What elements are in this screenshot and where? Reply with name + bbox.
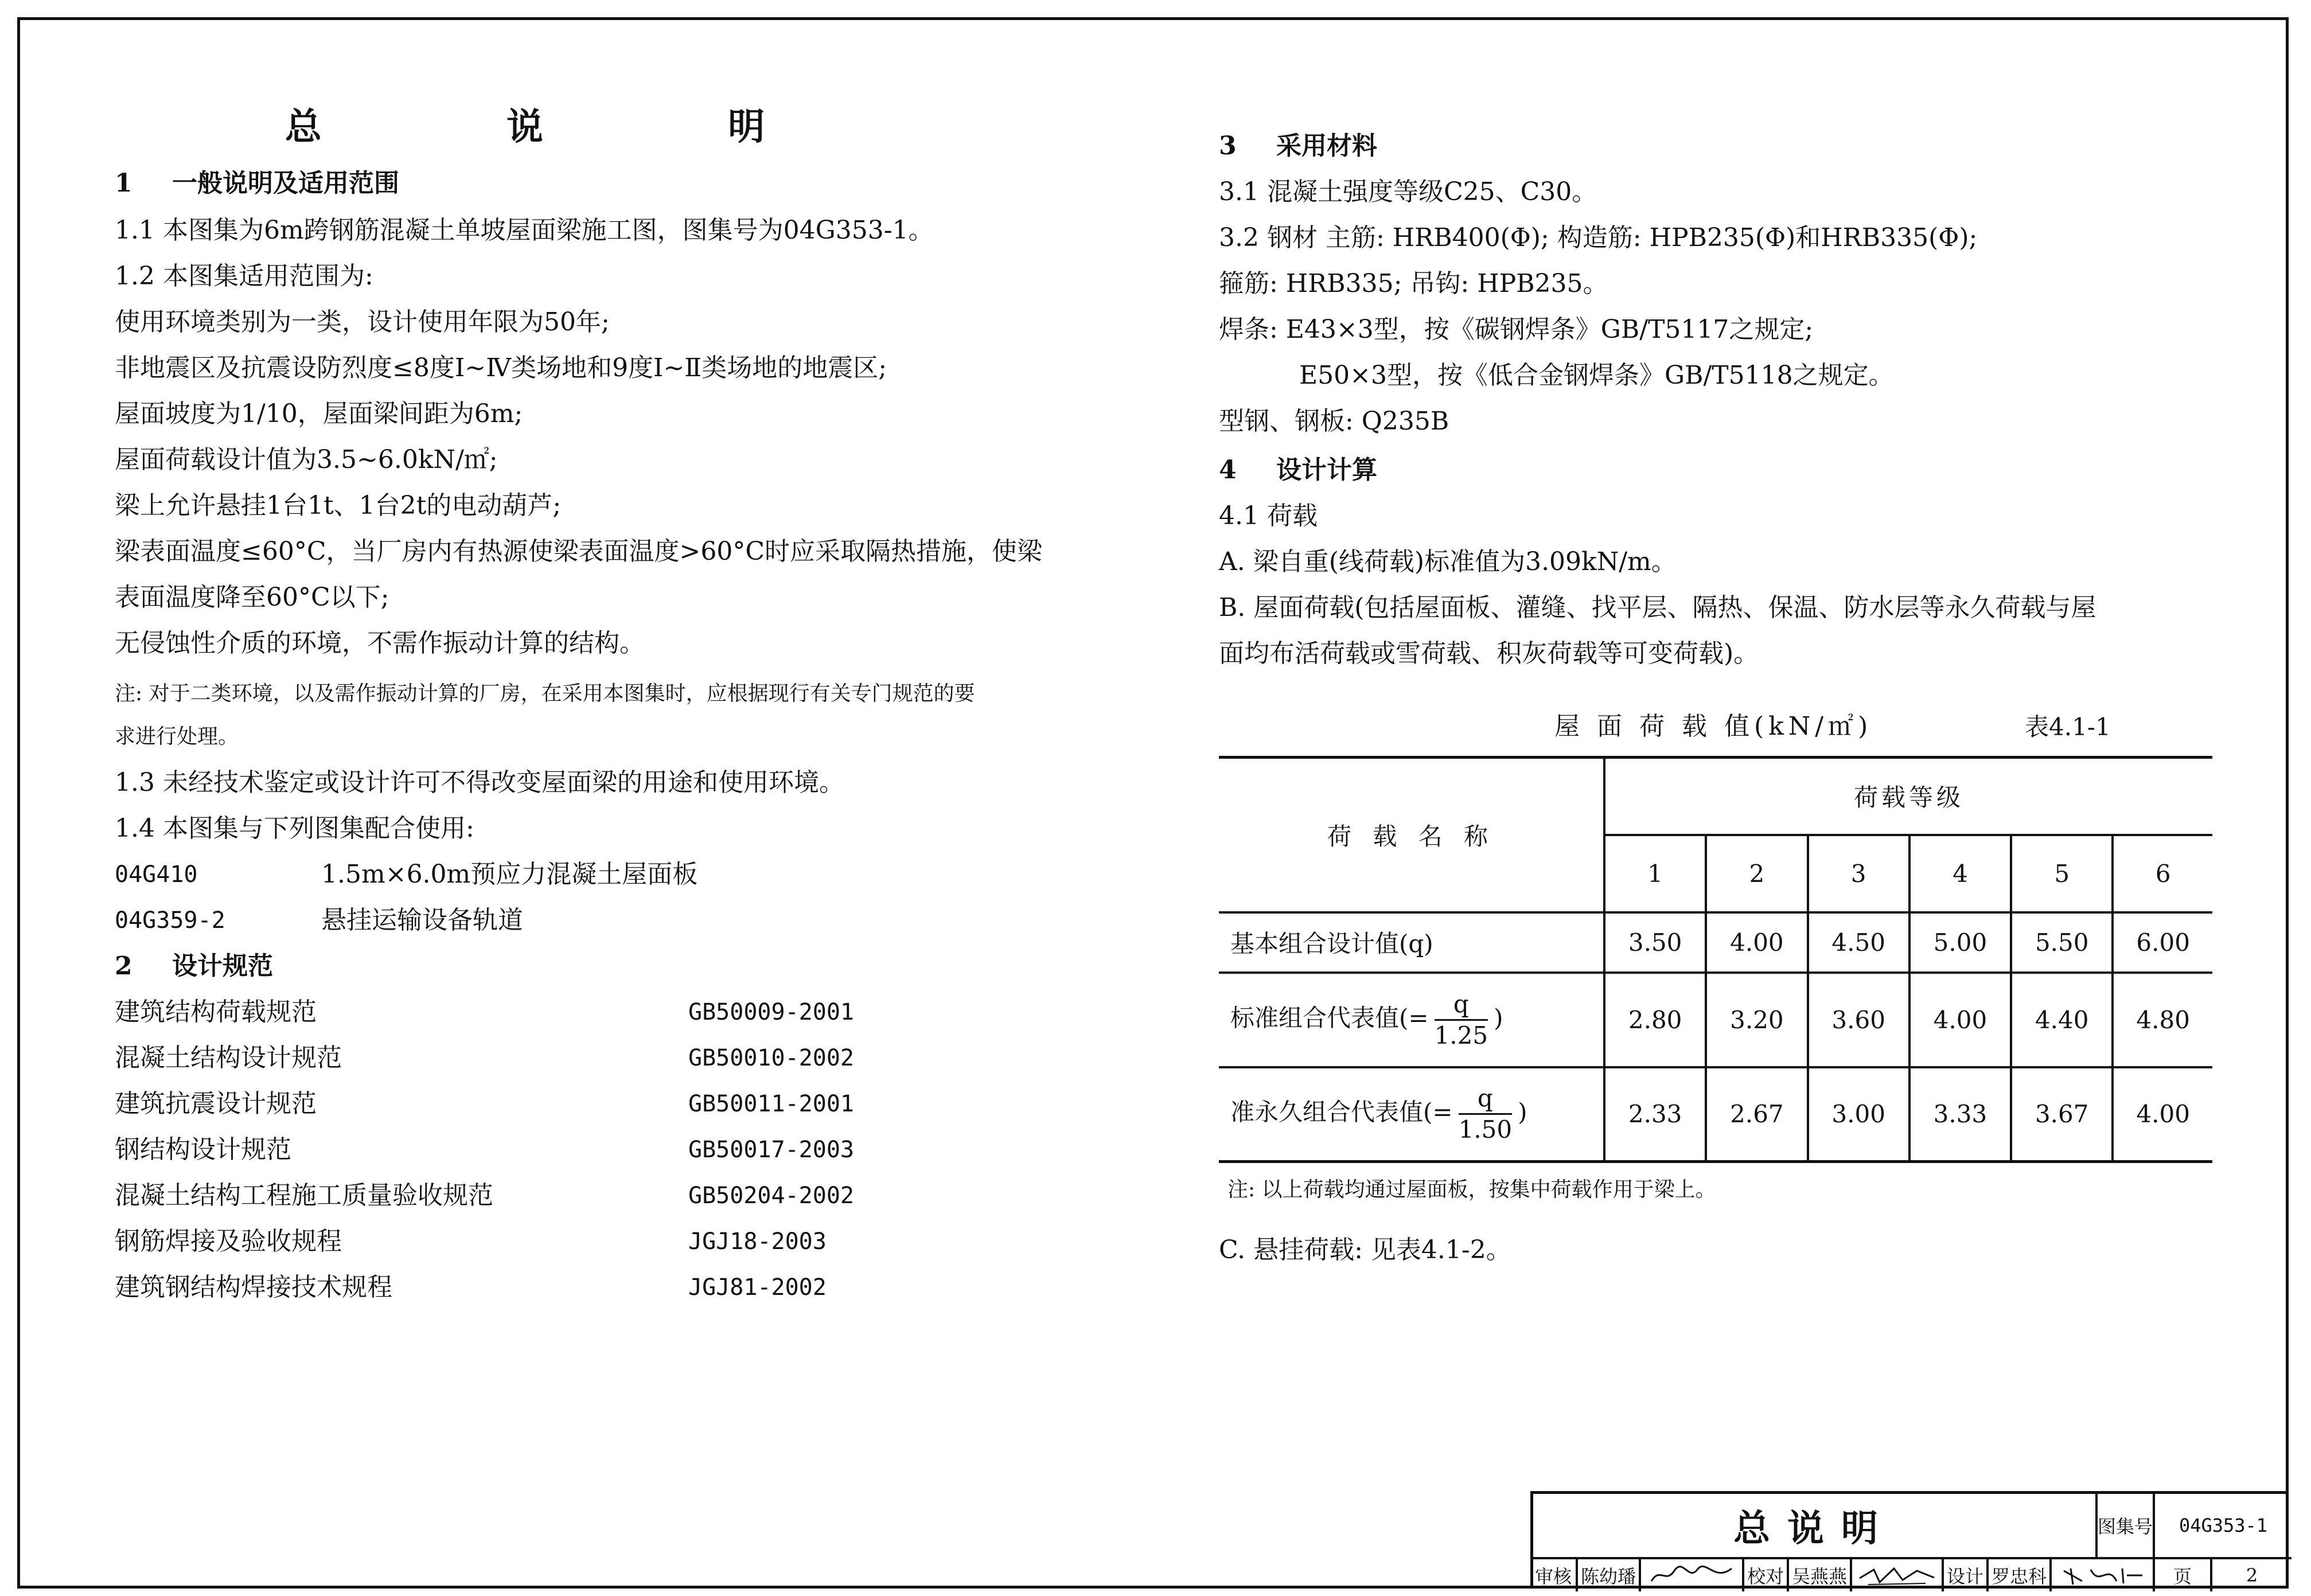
reviewer-signature (1639, 1559, 1742, 1591)
table-row (1219, 1067, 2212, 1162)
scope-line: 表面温度降至60°C以下; (115, 583, 389, 612)
roof-load-table (1219, 756, 2212, 1163)
page-title: 总 说 明 (285, 106, 851, 149)
reviewer-name: 陈幼璠 (1576, 1559, 1639, 1591)
grade-cell: 4 (1909, 835, 2011, 912)
table-note: 注: 以上荷载均通过屋面板，按集中荷载作用于梁上。 (1227, 1178, 1716, 1201)
scope-line: 梁表面温度≤60°C，当厂房内有热源使梁表面温度>60°C时应采取隔热措施，使梁 (115, 537, 1043, 566)
code-row: 建筑结构荷载规范 GB50009-2001 (115, 997, 854, 1027)
check-label: 校对 (1742, 1559, 1787, 1591)
grade-cell: 3 (1808, 835, 1909, 912)
para-3-5: 型钢、钢板: Q235B (1219, 407, 1449, 436)
code-row: 建筑钢结构焊接技术规程 JGJ81-2002 (115, 1273, 827, 1302)
checker-name: 吴燕燕 (1787, 1559, 1850, 1591)
section-4-heading: 4 设计计算 (1219, 455, 1377, 485)
value-cell: 4.00 (1706, 912, 1807, 973)
atlas-no-label: 图集号 (2095, 1494, 2153, 1557)
value-cell: 5.50 (2011, 912, 2113, 973)
scope-line: 梁上允许悬挂1台1t、1台2t的电动葫芦; (115, 491, 562, 520)
scope-line: 无侵蚀性介质的环境，不需作振动计算的结构。 (115, 629, 645, 658)
para-4-1-c: C. 悬挂荷载: 见表4.1-2。 (1219, 1235, 1511, 1265)
para-4-1-b-cont: 面均布活荷载或雪荷载、积灰荷载等可变荷载)。 (1219, 639, 1759, 668)
value-cell: 3.50 (1604, 912, 1706, 973)
fraction: $\frac{q}{1.50}$ (1458, 1084, 1513, 1144)
grade-cell: 5 (2011, 835, 2113, 912)
row-label: 标准组合代表值(= $\frac{q}{1.25}$ ) (1219, 973, 1604, 1067)
atlas-row: 04G410 1.5m×6.0m预应力混凝土屋面板 (115, 860, 698, 889)
para-3-3: 焊条: E43×3型，按《碳钢焊条》GB/T5117之规定; (1219, 315, 1814, 344)
para-4-1-b: B. 屋面荷载(包括屋面板、灌缝、找平层、隔热、保温、防水层等永久荷载与屋 (1219, 593, 2096, 622)
signature-scribble (1649, 1564, 1735, 1587)
code-row: 混凝土结构工程施工质量验收规范 GB50204-2002 (115, 1181, 854, 1210)
row-label: 基本组合设计值(q) (1219, 912, 1604, 973)
value-cell: 3.60 (1808, 973, 1909, 1067)
value-cell: 4.40 (2011, 973, 2113, 1067)
table-number: 表4.1-1 (2025, 713, 2111, 741)
scope-line: 屋面荷载设计值为3.5~6.0kN/㎡; (115, 445, 498, 474)
para-1-4: 1.4 本图集与下列图集配合使用: (115, 814, 474, 843)
para-3-1: 3.1 混凝土强度等级C25、C30。 (1219, 177, 1597, 206)
code-row: 钢筋焊接及验收规程 JGJ18-2003 (115, 1227, 827, 1256)
header-load-grade: 荷载等级 (1604, 758, 2212, 835)
value-cell: 3.00 (1808, 1067, 1909, 1162)
value-cell: 3.20 (1706, 973, 1807, 1067)
title-block (1530, 1491, 2289, 1589)
scope-line: 使用环境类别为一类，设计使用年限为50年; (115, 307, 610, 337)
value-cell: 5.00 (1909, 912, 2011, 973)
atlas-row: 04G359-2 悬挂运输设备轨道 (115, 906, 523, 935)
scope-line: 非地震区及抗震设防烈度≤8度Ⅰ~Ⅳ类场地和9度Ⅰ~Ⅱ类场地的地震区; (115, 353, 887, 383)
signature-scribble (1857, 1564, 1937, 1587)
designer-signature (2049, 1559, 2153, 1591)
signature-scribble (2059, 1564, 2145, 1587)
page-number: 2 (2210, 1559, 2291, 1591)
para-3-4: E50×3型，按《低合金钢焊条》GB/T5118之规定。 (1299, 361, 1894, 390)
para-1-1: 1.1 本图集为6m跨钢筋混凝土单坡屋面梁施工图，图集号为04G353-1。 (115, 216, 934, 245)
value-cell: 3.33 (1909, 1067, 2011, 1162)
value-cell: 3.67 (2011, 1067, 2113, 1162)
para-1-2: 1.2 本图集适用范围为: (115, 262, 373, 291)
atlas-no-value: 04G353-1 (2153, 1494, 2291, 1557)
title-block-main: 总说明 (1733, 1507, 1895, 1550)
value-cell: 2.67 (1706, 1067, 1807, 1162)
para-4-1-a: A. 梁自重(线荷载)标准值为3.09kN/m。 (1219, 547, 1677, 576)
table-row (1219, 912, 2212, 973)
value-cell: 4.80 (2113, 973, 2212, 1067)
value-cell: 2.33 (1604, 1067, 1706, 1162)
value-cell: 2.80 (1604, 973, 1706, 1067)
code-row: 混凝土结构设计规范 GB50010-2002 (115, 1043, 854, 1072)
table-row (1219, 973, 2212, 1067)
note-line: 求进行处理。 (115, 725, 239, 748)
row-label: 准永久组合代表值(= $\frac{q}{1.50}$ ) (1219, 1067, 1604, 1162)
designer-name: 罗忠科 (1986, 1559, 2049, 1591)
section-2-heading: 2 设计规范 (115, 951, 273, 981)
checker-signature (1850, 1559, 1942, 1591)
section-1-heading: 1 一般说明及适用范围 (115, 169, 399, 198)
fraction: $\frac{q}{1.25}$ (1434, 989, 1488, 1049)
section-3-heading: 3 采用材料 (1219, 131, 1377, 161)
para-1-3: 1.3 未经技术鉴定或设计许可不得改变屋面梁的用途和使用环境。 (115, 768, 844, 797)
code-row: 钢结构设计规范 GB50017-2003 (115, 1135, 854, 1164)
value-cell: 4.50 (1808, 912, 1909, 973)
grade-cell: 6 (2113, 835, 2212, 912)
page-label: 页 (2153, 1559, 2210, 1591)
value-cell: 4.00 (2113, 1067, 2212, 1162)
para-4-1: 4.1 荷载 (1219, 501, 1318, 530)
header-load-name: 荷 载 名 称 (1219, 758, 1604, 912)
scope-line: 屋面坡度为1/10，屋面梁间距为6m; (115, 399, 523, 428)
code-row: 建筑抗震设计规范 GB50011-2001 (115, 1089, 854, 1118)
table-caption: 屋 面 荷 载 值(kN/㎡) (1554, 712, 1873, 741)
value-cell: 6.00 (2113, 912, 2212, 973)
note-line: 注: 对于二类环境，以及需作振动计算的厂房，在采用本图集时，应根据现行有关专门规范的要 (115, 682, 975, 705)
grade-cell: 1 (1604, 835, 1706, 912)
grade-cell: 2 (1706, 835, 1807, 912)
para-3-2: 3.2 钢材 主筋: HRB400(Φ); 构造筋: HPB235(Φ)和HRB335(Φ); (1219, 223, 1978, 252)
value-cell: 4.00 (1909, 973, 2011, 1067)
para-3-2b: 箍筋: HRB335; 吊钩: HPB235。 (1219, 269, 1608, 298)
design-label: 设计 (1942, 1559, 1986, 1591)
review-label: 审核 (1534, 1566, 1572, 1587)
